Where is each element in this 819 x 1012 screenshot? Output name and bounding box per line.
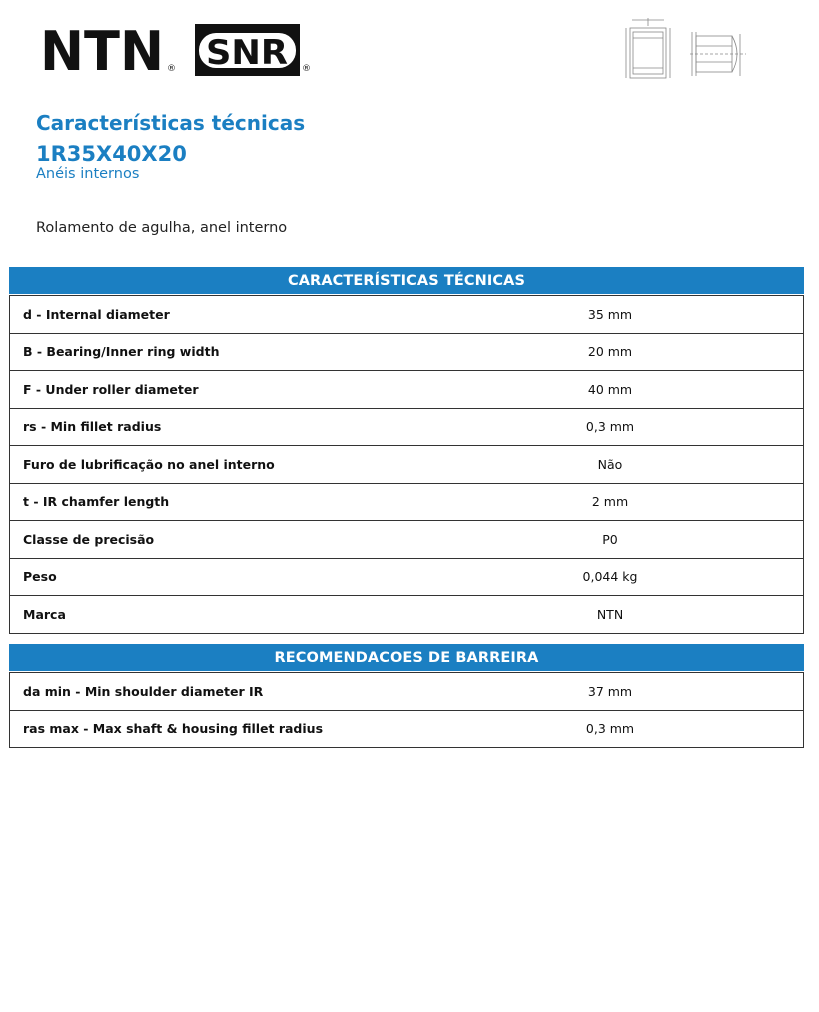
table-row [10, 595, 803, 633]
table-row [10, 710, 803, 748]
row-label: da min - Min shoulder diameter IR [23, 683, 264, 699]
table-row [10, 672, 803, 710]
row-label: Furo de lubrificação no anel interno [23, 456, 275, 472]
row-value: 0,3 mm [585, 721, 635, 737]
row-value: NTN [596, 606, 624, 622]
table-row [10, 333, 803, 371]
row-label: t - IR chamfer length [23, 494, 170, 510]
row-label: d - Internal diameter [23, 306, 170, 322]
row-label: Classe de precisão [23, 531, 155, 547]
product-category: Anéis internos [36, 166, 140, 182]
row-label: F - Under roller diameter [23, 381, 199, 397]
table-row [10, 408, 803, 446]
table-row [10, 558, 803, 596]
row-value: Não [597, 456, 623, 472]
row-label: rs - Min fillet radius [23, 419, 162, 435]
bearing-technical-drawing-icon [622, 16, 752, 82]
svg-text:®: ® [302, 64, 311, 74]
row-value: 0,044 kg [582, 569, 638, 585]
row-value: 20 mm [587, 344, 633, 360]
technical-characteristics-table [9, 267, 804, 634]
row-value: 0,3 mm [585, 419, 635, 435]
svg-text:SNR: SNR [206, 33, 288, 73]
row-label: B - Bearing/Inner ring width [23, 344, 220, 360]
svg-text:NTN: NTN [40, 22, 164, 80]
table-row [10, 483, 803, 521]
table-row [10, 295, 803, 333]
brand-logos [40, 22, 330, 80]
snr-logo [195, 24, 311, 76]
svg-text:®: ® [167, 64, 176, 74]
product-description: Rolamento de agulha, anel interno [36, 220, 288, 236]
row-label: ras max - Max shaft & housing fillet radius [23, 721, 324, 737]
table-row [10, 370, 803, 408]
table-row [10, 520, 803, 558]
row-label: Marca [23, 606, 66, 622]
page-title: Características técnicas [36, 111, 306, 135]
row-value: 2 mm [591, 494, 629, 510]
table-row [10, 445, 803, 483]
section-header: CARACTERÍSTICAS TÉCNICAS [9, 267, 804, 294]
row-value: 35 mm [587, 306, 633, 322]
row-value: P0 [602, 531, 618, 547]
section-header: RECOMENDACOES DE BARREIRA [9, 644, 804, 671]
barrier-recommendations-table [9, 644, 804, 748]
ntn-logo [40, 22, 176, 80]
row-label: Peso [23, 569, 57, 585]
row-value: 37 mm [587, 683, 633, 699]
row-value: 40 mm [587, 381, 633, 397]
product-model: 1R35X40X20 [36, 142, 187, 166]
